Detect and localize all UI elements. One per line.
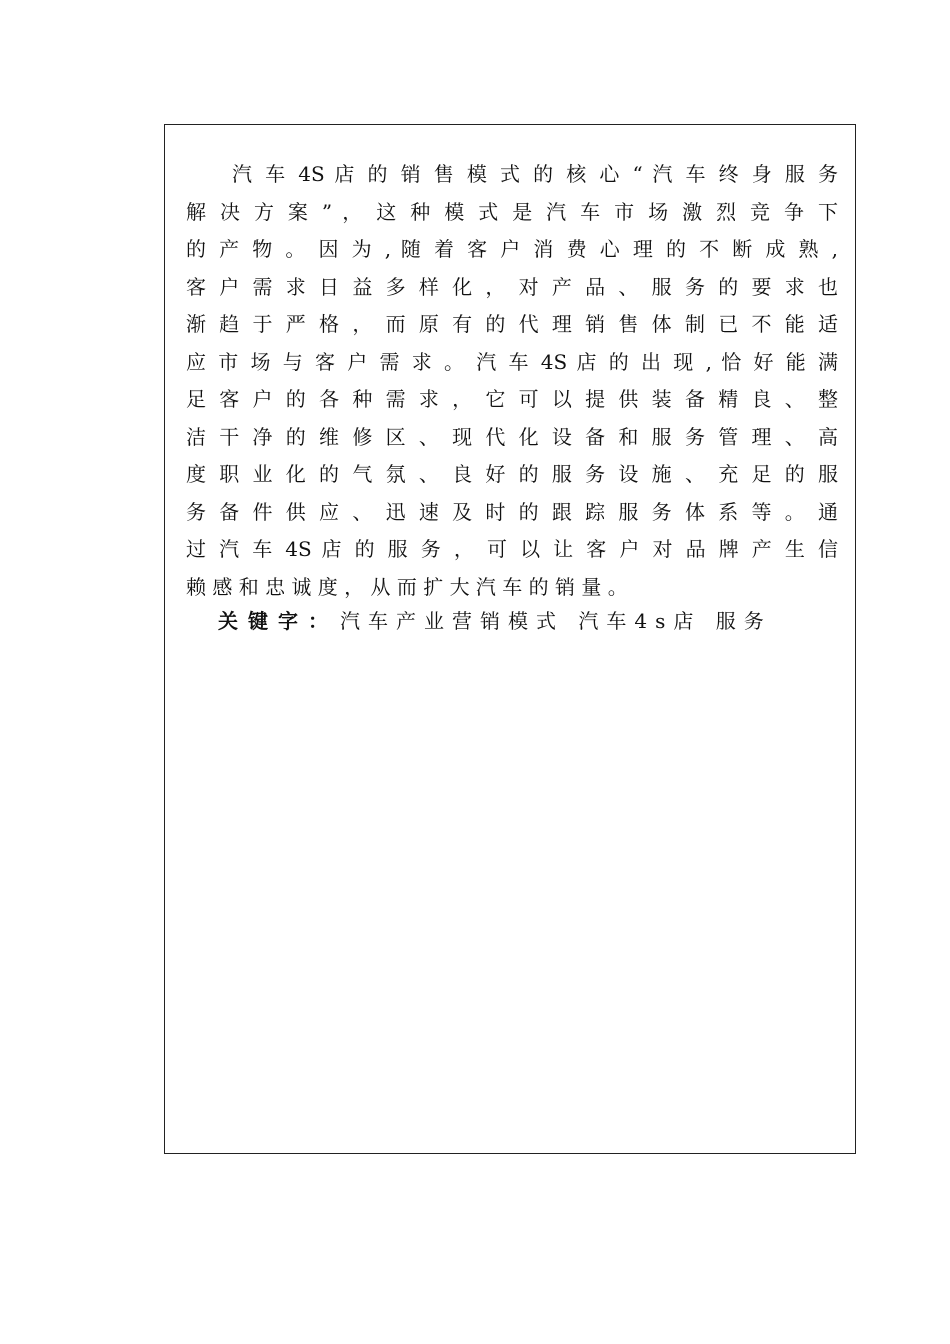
abstract-line: 应 市 场 与 客 户 需 求 。 汽 车 4S 店 的 出 现 , 恰 好 能 满	[186, 349, 838, 374]
abstract-line: 洁 干 净 的 维 修 区 、 现 代 化 设 备 和 服 务 管 理 、 高	[186, 424, 838, 449]
abstract-line: 务 备 件 供 应 、 迅 速 及 时 的 跟 踪 服 务 体 系 等 。 通	[186, 499, 838, 524]
abstract-line: 赖 感 和 忠 诚 度 ， 从 而 扩 大 汽 车 的 销 量 。	[186, 574, 628, 599]
keywords-value: 汽车产业营销模式 汽车4s店 服务	[340, 609, 772, 633]
abstract-line: 汽 车 4S 店 的 销 售 模 式 的 核 心 “ 汽 车 终 身 服 务	[232, 162, 838, 186]
abstract-line: 过 汽 车 4S 店 的 服 务 ， 可 以 让 客 户 对 品 牌 产 生 信	[186, 537, 838, 561]
abstract-line: 足 客 户 的 各 种 需 求 ， 它 可 以 提 供 装 备 精 良 、 整	[186, 387, 838, 411]
abstract-line: 解 决 方 案 ” ， 这 种 模 式 是 汽 车 市 场 激 烈 竞 争 下	[186, 199, 838, 224]
abstract-line: 渐 趋 于 严 格 ， 而 原 有 的 代 理 销 售 体 制 已 不 能 适	[186, 312, 838, 336]
abstract-line: 度 职 业 化 的 气 氛 、 良 好 的 服 务 设 施 、 充 足 的 服	[186, 462, 838, 486]
keywords-label: 关键字：	[218, 609, 338, 633]
keywords-line	[218, 603, 772, 641]
abstract-line: 的 产 物 。 因 为 , 随 着 客 户 消 费 心 理 的 不 断 成 熟 ,	[186, 237, 838, 261]
abstract-body	[186, 156, 838, 606]
abstract-line: 客 户 需 求 日 益 多 样 化 ， 对 产 品 、 服 务 的 要 求 也	[186, 274, 838, 299]
